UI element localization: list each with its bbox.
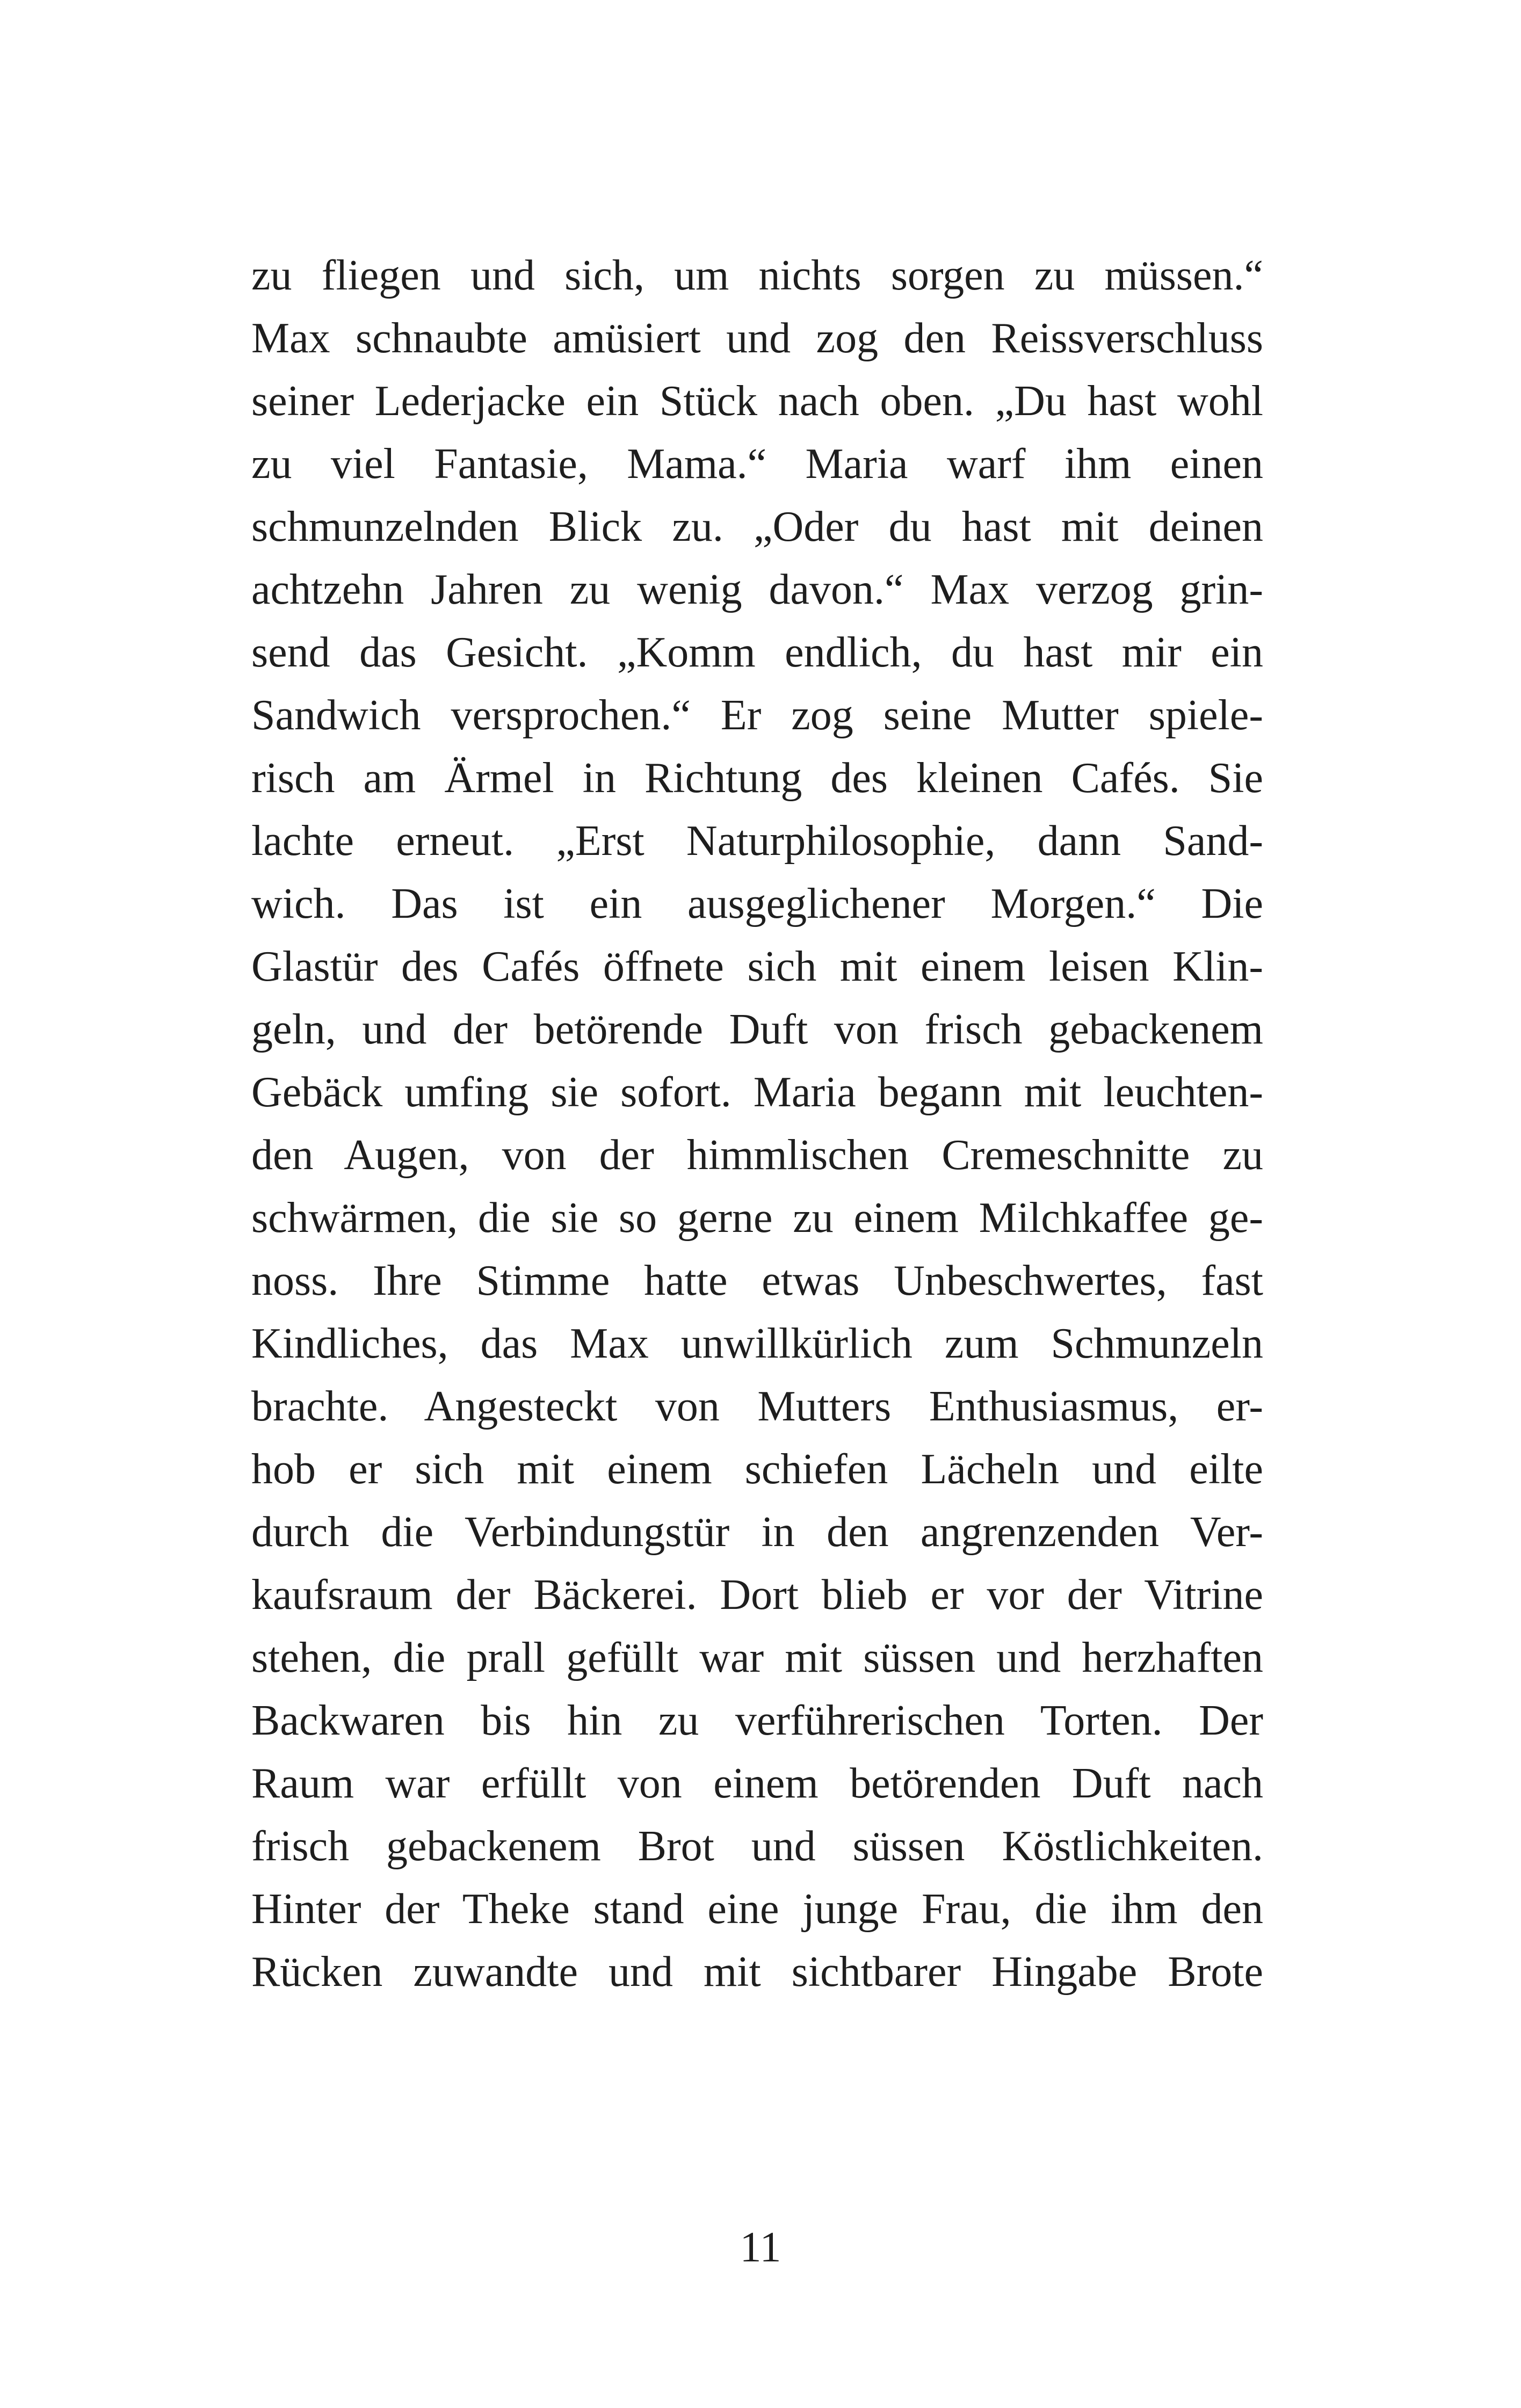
text-line-18: Kindliches, das Max unwillkürlich zum Schmunzeln — [251, 1320, 1263, 1367]
text-line-16: schwärmen, die sie so gerne zu einem Milchkaffee ge- — [251, 1194, 1263, 1242]
text-line-23: stehen, die prall gefüllt war mit süssen und herzhaften — [251, 1634, 1263, 1681]
text-line-28: Rücken zuwandte und mit sichtbarer Hingabe Brote — [251, 1948, 1263, 1996]
text-line-20: hob er sich mit einem schiefen Lächeln und eilte — [251, 1446, 1263, 1493]
text-line-4: zu viel Fantasie, Mama.“ Maria warf ihm einen — [251, 440, 1263, 488]
body-text — [251, 244, 1263, 2004]
page-number: 11 — [740, 2224, 781, 2271]
text-line-7: send das Gesicht. „Komm endlich, du hast mir ein — [251, 629, 1263, 676]
text-line-5: schmunzelnden Blick zu. „Oder du hast mit deinen — [251, 503, 1263, 550]
text-line-17: noss. Ihre Stimme hatte etwas Unbeschwertes, fast — [251, 1257, 1263, 1304]
text-line-13: geln, und der betörende Duft von frisch gebackenem — [251, 1006, 1263, 1053]
text-line-22: kaufsraum der Bäckerei. Dort blieb er vor der Vitrine — [251, 1571, 1263, 1619]
text-line-3: seiner Lederjacke ein Stück nach oben. „Du hast wohl — [251, 378, 1263, 425]
text-line-8: Sandwich versprochen.“ Er zog seine Mutter spiele- — [251, 692, 1263, 739]
text-line-2: Max schnaubte amüsiert und zog den Reissverschluss — [251, 315, 1263, 362]
text-line-21: durch die Verbindungstür in den angrenzenden Ver- — [251, 1508, 1263, 1556]
text-line-25: Raum war erfüllt von einem betörenden Duft nach — [251, 1760, 1263, 1807]
text-line-12: Glastür des Cafés öffnete sich mit einem leisen Klin- — [251, 943, 1263, 990]
text-line-14: Gebäck umfing sie sofort. Maria begann mit leuchten- — [251, 1069, 1263, 1116]
text-line-19: brachte. Angesteckt von Mutters Enthusiasmus, er- — [251, 1383, 1263, 1430]
text-line-27: Hinter der Theke stand eine junge Frau, die ihm den — [251, 1885, 1263, 1933]
text-line-9: risch am Ärmel in Richtung des kleinen Cafés. Sie — [251, 755, 1263, 802]
text-line-6: achtzehn Jahren zu wenig davon.“ Max verzog grin- — [251, 566, 1263, 613]
text-line-26: frisch gebackenem Brot und süssen Köstlichkeiten. — [251, 1823, 1263, 1870]
text-line-24: Backwaren bis hin zu verführerischen Torten. Der — [251, 1697, 1263, 1744]
text-line-11: wich. Das ist ein ausgeglichener Morgen.“ Die — [251, 880, 1263, 927]
text-line-15: den Augen, von der himmlischen Cremeschnitte zu — [251, 1132, 1263, 1179]
text-line-1: zu fliegen und sich, um nichts sorgen zu müssen.“ — [251, 252, 1263, 299]
text-line-10: lachte erneut. „Erst Naturphilosophie, dann Sand- — [251, 817, 1263, 865]
